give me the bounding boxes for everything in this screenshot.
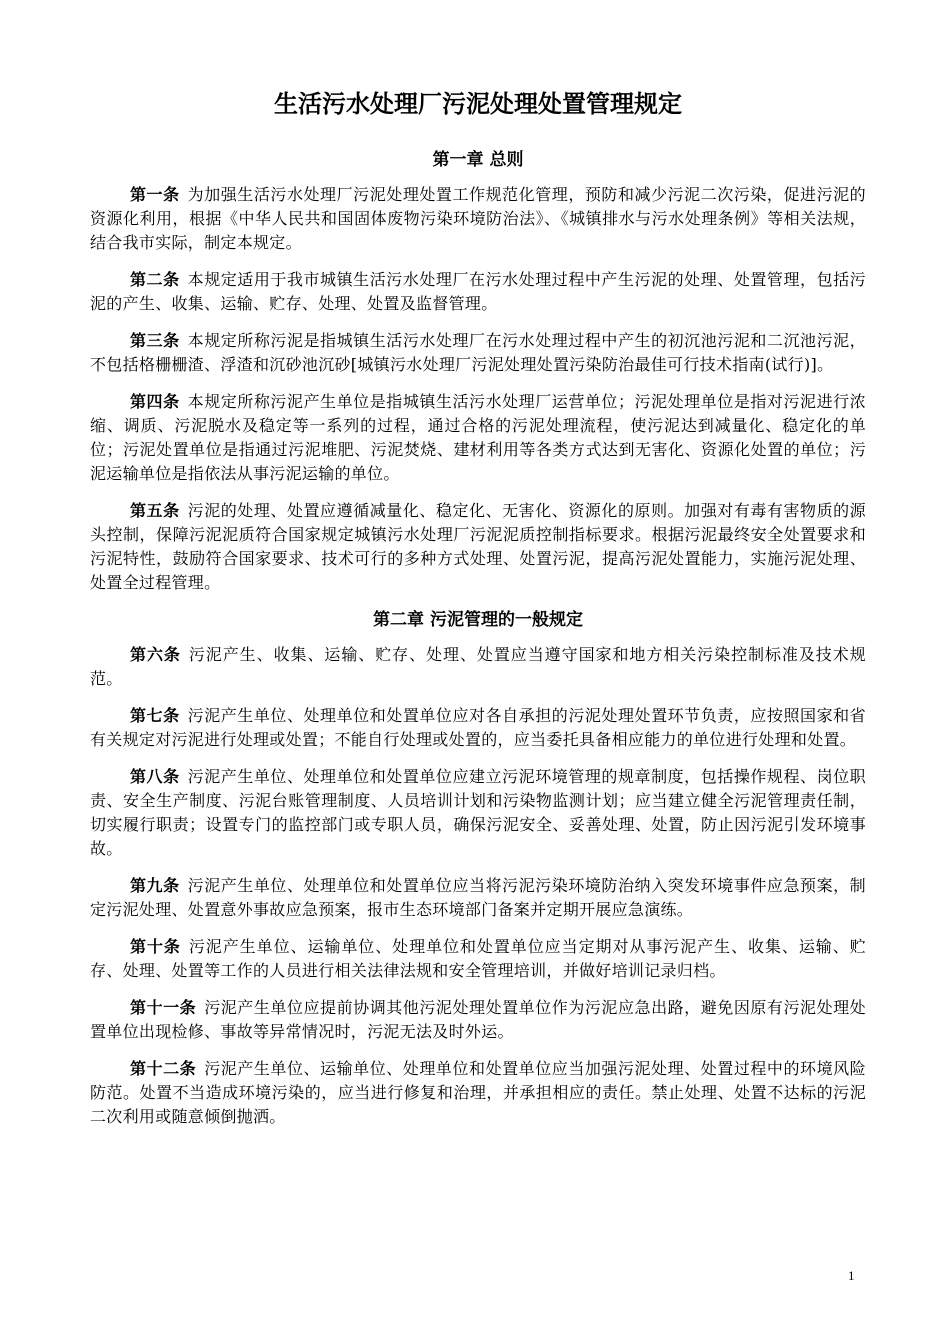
article-text: 本规定所称污泥产生单位是指城镇生活污水处理厂运营单位；污泥处理单位是指对污泥进行浓缩、调质、污泥脱水及稳定等一系列的过程，通过合格的污泥处理流程，使污泥达到减量化、稳定化的单位；污泥处置单位是指通过污泥堆肥、污泥焚烧、建材利用等各类方式达到无害化、资源化处置的单位；污泥运输单位是指依法从事污泥运输的单位。 — [90, 392, 866, 483]
article-paragraph — [90, 183, 866, 255]
document-page — [90, 88, 866, 1142]
article-number: 第七条 — [130, 706, 180, 725]
article-text: 污泥产生单位、处理单位和处置单位应当将污泥污染环境防治纳入突发环境事件应急预案，制定污泥处理、处置意外事故应急预案，报市生态环境部门备案并定期开展应急演练。 — [90, 876, 866, 919]
article-paragraph — [90, 1057, 866, 1129]
article-number: 第一条 — [130, 185, 180, 204]
article-paragraph — [90, 268, 866, 316]
article-text: 污泥产生、收集、运输、贮存、处理、处置应当遵守国家和地方相关污染控制标准及技术规范。 — [90, 645, 866, 688]
chapter-heading: 第二章 污泥管理的一般规定 — [373, 610, 583, 630]
article-paragraph — [90, 935, 866, 983]
article-text: 污泥产生单位、运输单位、处理单位和处置单位应当定期对从事污泥产生、收集、运输、贮存、处理、处置等工作的人员进行相关法律法规和安全管理培训，并做好培训记录归档。 — [90, 937, 866, 980]
article-text: 本规定所称污泥是指城镇生活污水处理厂在污水处理过程中产生的初沉池污泥和二沉池污泥，不包括格栅栅渣、浮渣和沉砂池沉砂[城镇污水处理厂污泥处理处置污染防治最佳可行技术指南(试行)]。 — [90, 331, 866, 374]
article-number: 第十二条 — [130, 1059, 197, 1078]
article-paragraph — [90, 643, 866, 691]
article-text: 污泥产生单位、处理单位和处置单位应对各自承担的污泥处理处置环节负责，应按照国家和省有关规定对污泥进行处理或处置；不能自行处理或处置的，应当委托具备相应能力的单位进行处理和处置。 — [90, 706, 866, 749]
article-number: 第二条 — [130, 270, 180, 289]
article-number: 第十条 — [130, 937, 181, 956]
article-text: 污泥的处理、处置应遵循减量化、稳定化、无害化、资源化的原则。加强对有毒有害物质的源头控制，保障污泥泥质符合国家规定城镇污水处理厂污泥泥质控制指标要求。根据污泥最终安全处置要求和污泥特性，鼓励符合国家要求、技术可行的多种方式处理、处置污泥，提高污泥处置能力，实施污泥处理、处置全过程管理。 — [90, 501, 866, 592]
article-number: 第五条 — [130, 501, 180, 520]
document-title: 生活污水处理厂污泥处理处置管理规定 — [274, 90, 682, 118]
article-text: 本规定适用于我市城镇生活污水处理厂在污水处理过程中产生污泥的处理、处置管理，包括污泥的产生、收集、运输、贮存、处理、处置及监督管理。 — [90, 270, 866, 313]
article-number: 第九条 — [130, 876, 180, 895]
article-paragraph — [90, 874, 866, 922]
article-paragraph — [90, 329, 866, 377]
article-number: 第三条 — [130, 331, 180, 350]
page-number: 1 — [848, 1268, 855, 1283]
article-paragraph — [90, 704, 866, 752]
article-paragraph — [90, 499, 866, 595]
article-number: 第四条 — [130, 392, 180, 411]
article-paragraph — [90, 390, 866, 486]
article-number: 第六条 — [130, 645, 181, 664]
article-text: 污泥产生单位应提前协调其他污泥处理处置单位作为污泥应急出路，避免因原有污泥处理处置单位出现检修、事故等异常情况时，污泥无法及时外运。 — [90, 998, 866, 1041]
article-number: 第十一条 — [130, 998, 197, 1017]
article-paragraph — [90, 765, 866, 861]
article-text: 污泥产生单位、处理单位和处置单位应建立污泥环境管理的规章制度，包括操作规程、岗位职责、安全生产制度、污泥台账管理制度、人员培训计划和污染物监测计划；应当建立健全污泥管理责任制，切实履行职责；设置专门的监控部门或专职人员，确保污泥安全、妥善处理、处置，防止因污泥引发环境事故。 — [90, 767, 866, 858]
article-paragraph — [90, 996, 866, 1044]
article-text: 为加强生活污水处理厂污泥处理处置工作规范化管理，预防和减少污泥二次污染，促进污泥的资源化利用，根据《中华人民共和国固体废物污染环境防治法》、《城镇排水与污水处理条例》等相关法规，结合我市实际，制定本规定。 — [90, 185, 866, 252]
chapter-heading: 第一章 总则 — [432, 150, 524, 170]
article-text: 污泥产生单位、运输单位、处理单位和处置单位应当加强污泥处理、处置过程中的环境风险防范。处置不当造成环境污染的，应当进行修复和治理，并承担相应的责任。禁止处理、处置不达标的污泥二次利用或随意倾倒抛洒。 — [90, 1059, 866, 1126]
article-number: 第八条 — [130, 767, 180, 786]
